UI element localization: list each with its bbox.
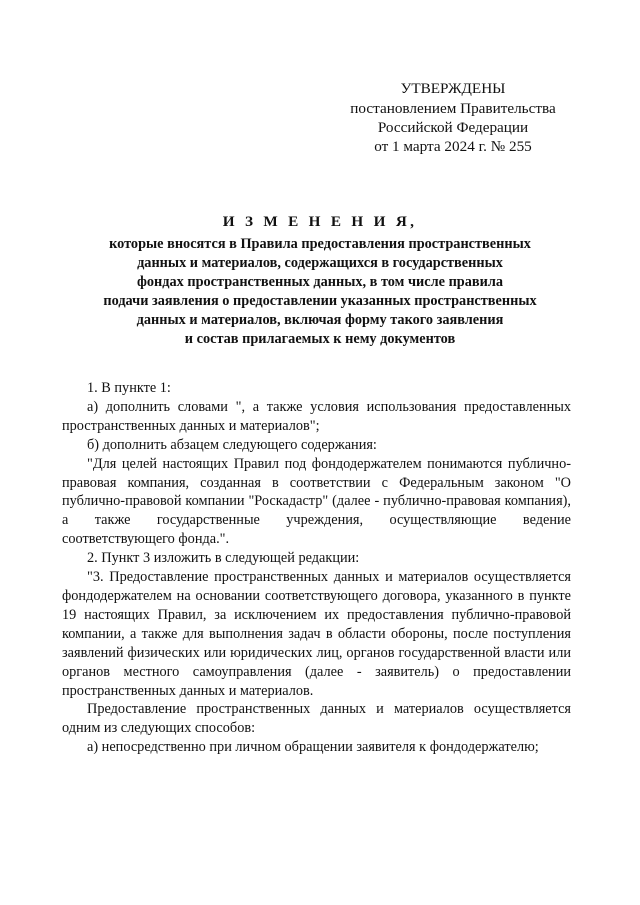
paragraph-quote-definition: "Для целей настоящих Правил под фондодержателем понимаются публично-правовая компания, созданная в соответствии с Федеральным законом "О публично-правовой компании "Роскадастр" (далее - публично-правовая компания), а также государственные учреждения, осуществляющие ведение соответствующего фонда.". [62,455,571,548]
approval-line: от 1 марта 2024 г. № 255 [374,138,532,155]
approval-line: постановлением Правительства [350,100,556,117]
document-heading: И З М Е Н Е Н И Я, [222,213,418,230]
paragraph-method-a: а) непосредственно при личном обращении заявителя к фондодержателю; [87,739,539,756]
paragraph-subitem-a: а) дополнить словами ", а также условия использования предоставленных пространственных данных и материалов"; [62,398,571,434]
approval-block [348,79,558,156]
subtitle-line: и состав прилагаемых к нему документов [184,331,456,347]
paragraph-methods: Предоставление пространственных данных и материалов осуществляется одним из следующих способов: [62,701,571,737]
paragraph-item-2: 2. Пункт 3 изложить в следующей редакции: [87,550,360,567]
subtitle-line: данных и материалов, содержащихся в государственных [137,255,503,271]
subtitle-line: подачи заявления о предоставлении указанных пространственных [103,293,537,309]
approval-title: УТВЕРЖДЕНЫ [400,80,506,97]
document-body [62,379,571,757]
paragraph-subitem-b: б) дополнить абзацем следующего содержания: [87,436,377,453]
subtitle-line: данных и материалов, включая форму такого заявления [136,312,504,328]
approval-line: Российской Федерации [377,119,529,136]
document-subtitle [60,235,580,349]
subtitle-line: которые вносятся в Правила предоставления пространственных [109,236,531,252]
subtitle-line: фондах пространственных данных, в том числе правила [136,274,504,290]
paragraph-quote-item-3: "3. Предоставление пространственных данных и материалов осуществляется фондодержателем на основании соответствующего договора, указанного в пункте 19 настоящих Правил, за исключением их предоставления публично-правовой компании, а также для выполнения задач в области обороны, после поступления заявлений физических или юридических лиц, органов государственной власти или органов местного самоуправления (далее - заявитель) о предоставлении пространственных данных и материалов. [62,569,571,699]
paragraph-item-1: 1. В пункте 1: [87,380,171,396]
